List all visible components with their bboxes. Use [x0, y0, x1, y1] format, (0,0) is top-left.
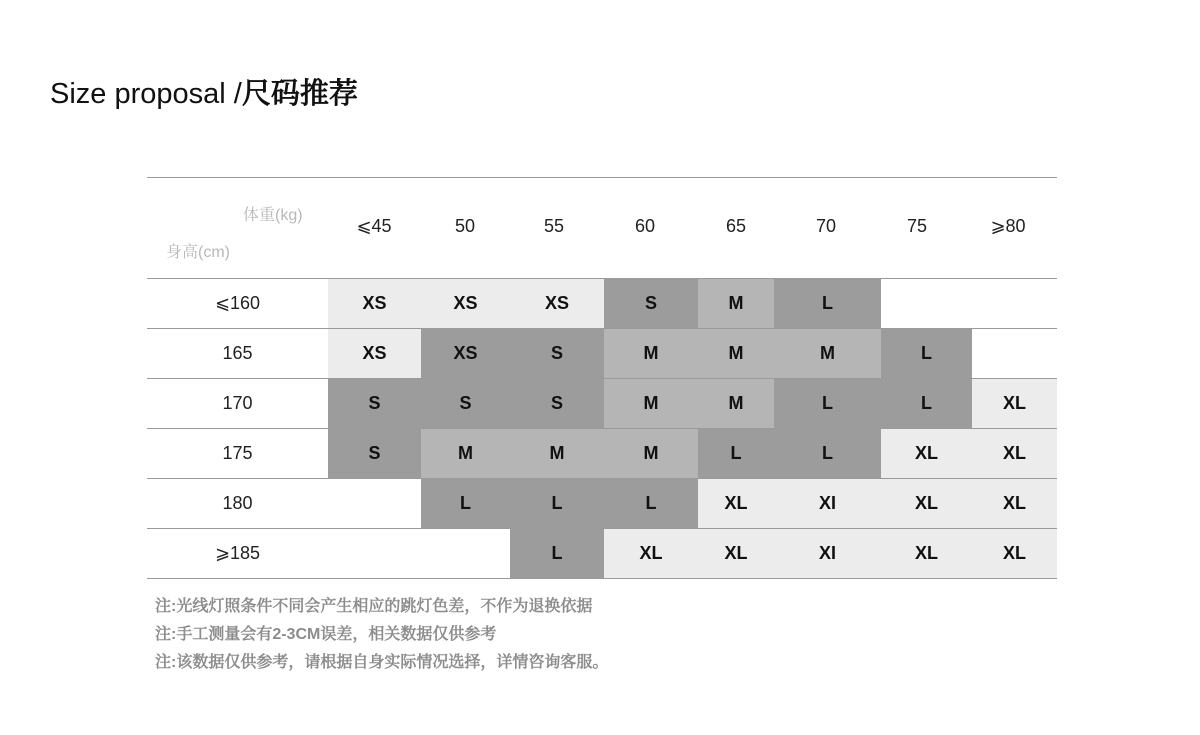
table-row	[147, 329, 1057, 378]
size-cell: XL	[972, 379, 1057, 428]
size-cell	[881, 279, 972, 328]
size-cell: XL	[972, 479, 1057, 528]
size-cell: XS	[421, 329, 510, 378]
size-cell: XL	[604, 529, 698, 578]
size-cell: XL	[881, 479, 972, 528]
height-row-label: 175	[222, 443, 253, 463]
size-cell: XL	[972, 529, 1057, 578]
height-row-label: 180	[222, 493, 253, 513]
page-title-en: Size proposal /	[50, 78, 242, 110]
size-cell: L	[774, 379, 881, 428]
table-row	[147, 529, 1057, 578]
size-cell: XL	[698, 529, 774, 578]
size-cell: L	[510, 479, 604, 528]
weight-column-header: 65	[725, 216, 747, 236]
size-cell: S	[328, 429, 421, 478]
size-cell	[328, 529, 421, 578]
size-cell: S	[604, 279, 698, 328]
size-cell: XS	[328, 279, 421, 328]
size-cell: XS	[328, 329, 421, 378]
size-cell	[972, 329, 1057, 378]
table-row	[147, 379, 1057, 428]
size-cell: M	[510, 429, 604, 478]
page-title	[50, 74, 358, 114]
size-cell: M	[421, 429, 510, 478]
size-cell: S	[510, 329, 604, 378]
size-chart-table	[147, 177, 1057, 579]
height-row-label: ⩽160	[214, 293, 261, 313]
weight-column-header: ⩽45	[356, 216, 392, 236]
size-cell: XI	[774, 479, 881, 528]
size-cell: XL	[972, 429, 1057, 478]
weight-column-header: 50	[454, 216, 476, 236]
note-line: 注:光线灯照条件不同会产生相应的跳灯色差，不作为退换依据	[155, 598, 593, 615]
size-cell	[972, 279, 1057, 328]
note-line: 注:手工测量会有2-3CM误差，相关数据仅供参考	[155, 626, 497, 643]
weight-column-header: 70	[815, 216, 837, 236]
size-cell: L	[774, 429, 881, 478]
height-axis-header: 身高(cm)	[166, 244, 230, 261]
height-row-label: 170	[222, 393, 253, 413]
size-cell: M	[698, 379, 774, 428]
size-cell: XS	[421, 279, 510, 328]
size-cell: XS	[510, 279, 604, 328]
size-cell: L	[604, 479, 698, 528]
size-cell: L	[510, 529, 604, 578]
size-cell: L	[774, 279, 881, 328]
weight-column-header: 55	[543, 216, 565, 236]
size-cell: L	[421, 479, 510, 528]
size-cell: M	[698, 329, 774, 378]
height-row-label: ⩾185	[214, 543, 261, 563]
size-cell: S	[328, 379, 421, 428]
size-cell: XL	[698, 479, 774, 528]
size-cell: M	[604, 329, 698, 378]
size-cell: L	[881, 329, 972, 378]
note-line: 注:该数据仅供参考，请根据自身实际情况选择，详情咨询客服。	[155, 654, 609, 671]
table-row	[147, 479, 1057, 528]
size-cell: XL	[881, 529, 972, 578]
table-row	[147, 279, 1057, 328]
size-cell: XL	[881, 429, 972, 478]
weight-column-header: 60	[634, 216, 656, 236]
weight-column-header: ⩾80	[990, 216, 1026, 236]
weight-column-header: 75	[906, 216, 928, 236]
table-row	[147, 429, 1057, 478]
height-row-label: 165	[222, 343, 253, 363]
size-cell	[421, 529, 510, 578]
size-cell: L	[698, 429, 774, 478]
size-cell: M	[774, 329, 881, 378]
weight-axis-header: 体重(kg)	[243, 207, 303, 224]
size-cell: S	[510, 379, 604, 428]
table-header-row	[147, 178, 1057, 278]
size-cell: L	[881, 379, 972, 428]
table-body	[147, 278, 1057, 579]
page-title-cn: 尺码推荐	[241, 78, 358, 110]
size-cell: M	[604, 429, 698, 478]
size-cell: XI	[774, 529, 881, 578]
table-bottom-rule	[147, 578, 1057, 579]
notes-section	[155, 596, 608, 680]
size-cell: M	[604, 379, 698, 428]
size-cell: S	[421, 379, 510, 428]
size-cell	[328, 479, 421, 528]
size-cell: M	[698, 279, 774, 328]
